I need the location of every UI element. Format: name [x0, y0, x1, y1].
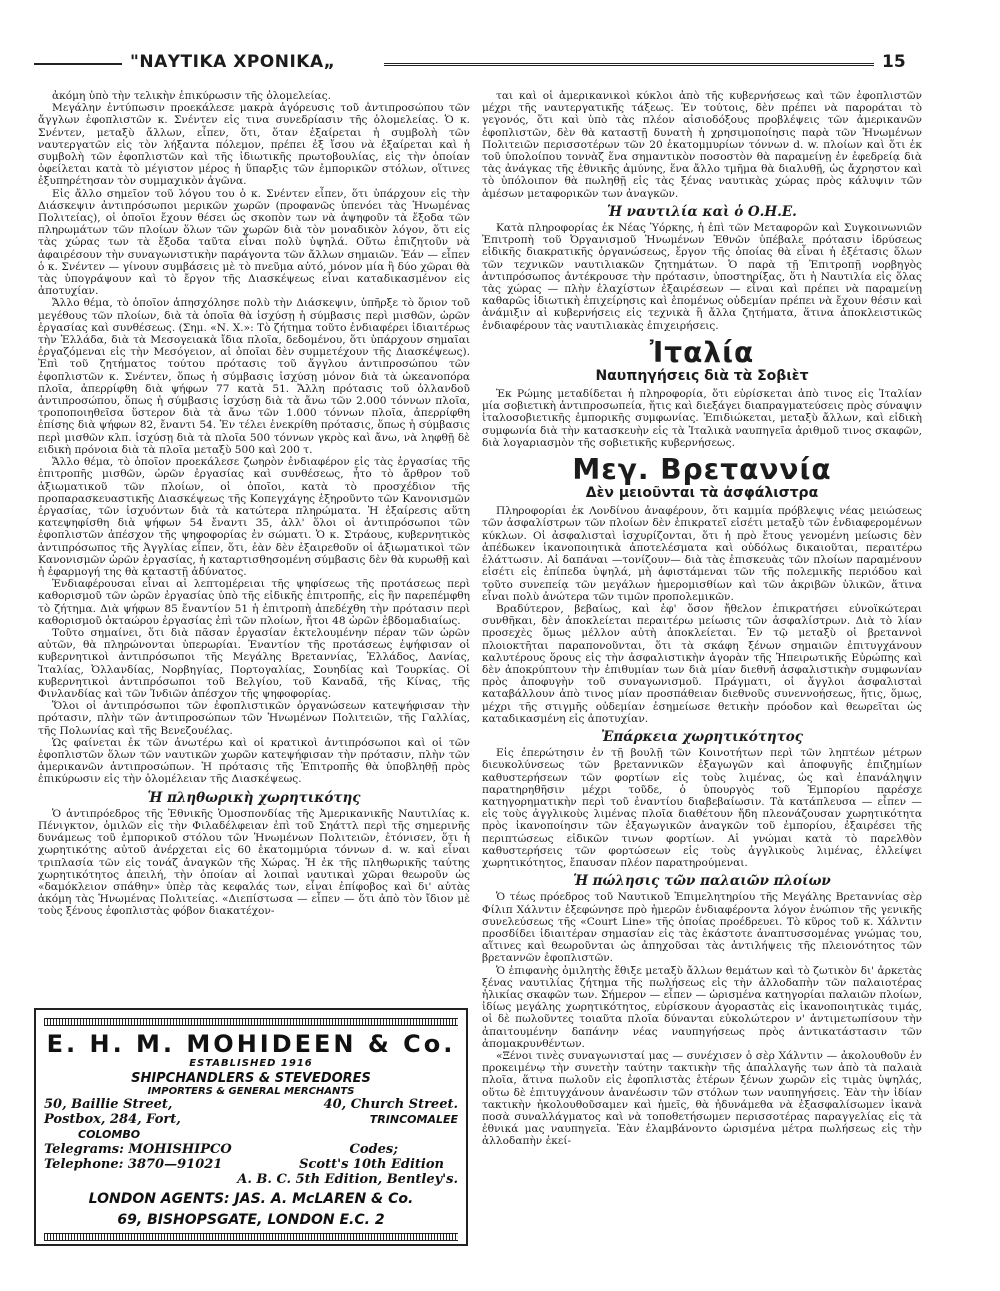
article-paragraph: Τοῦτο σημαίνει, ὅτι διὰ πᾶσαν ἐργασίαν ἐκτελουμένην πέραν τῶν ὡρῶν αὐτῶν, θὰ πληρώνονται ὑπερωρίαι. Ἐναντίον τῆς προτάσεως ἐψήφισαν οἱ κυβερνητικοὶ ἀντιπρόσωποι τῆς Μεγάλης Βρεταννίας, Ἑλλάδος, Δανίας, Ἰταλίας, Ὀλλανδίας, Νορβηγίας, Πορτογαλίας, Σουηδίας καὶ Τουρκίας. Οἱ κυβερνητικοὶ ἀντιπρόσωποι τοῦ Βελγίου, τοῦ Καναδᾶ, τῆς Κίνας, τῆς Φινλανδίας καὶ τῶν Ἰνδιῶν ἀπέσχον τῆς ψηφοφορίας.	[38, 626, 470, 700]
ad-scotts-code: Scott's 10th Edition	[299, 1157, 444, 1172]
article-paragraph: ται καὶ οἱ ἀμερικανικοὶ κύκλοι ἀπὸ τῆς κυβερνήσεως καὶ τῶν ἐφοπλιστῶν μέχρι τῆς ναυτεργατικῆς τάξεως. Ἐν τούτοις, δὲν πρέπει νὰ παροράται τὸ γεγονός, ὅτι καὶ ὑπὸ τὰς πλέον αἰσιοδόξους προβλέψεις τῶν ἀμερικανῶν ἐφοπλιστῶν, δὲν θὰ καταστῇ δυνατὴ ἡ χρησιμοποίησις παρὰ τῶν Ἡνωμένων Πολιτειῶν περισσοτέρων τῶν 20 ἑκατομμυρίων τόννων d. w. πλοίων καὶ ὅτι ἐκ τοῦ ὑπολοίπου τοννὰζ ἕνα σημαντικὸν ποσοστὸν θὰ παραμείνῃ ἐν ἐφεδρείᾳ διὰ τὰς ἀνάγκας τῆς ἐθνικῆς ἀμύνης, ἕνα ἄλλο τμῆμα θὰ διαλυθῇ, ὡς ἄχρηστον καὶ τὸ ὑπόλοιπον θὰ πωληθῇ εἰς τὰς ξένας ναυτικὰς χώρας πρὸς κάλυψιν τῶν ἀμέσων μεταφορικῶν των ἀναγκῶν.	[482, 90, 922, 200]
article-paragraph: Ὁ ἐπιφανὴς ὁμιλητὴς ἔθιξε μεταξὺ ἄλλων θεμάτων καὶ τὸ ζωτικὸν δι' ἀρκετὰς ξένας ναυτιλίας ζήτημα τῆς πωλήσεως εἰς τὴν ἀλλοδαπὴν τῶν παλαιοτέρας ἡλικίας σκαφῶν των. Σήμερον — εἶπεν — ὡρισμένα κατηγορίαι παλαιῶν πλοίων, ἰδίως μεγάλης χωρητικότητος, εὑρίσκουν ἀγοραστὰς εἰς ἱκανοποιητικὰς τιμάς, οἱ δὲ πωλοῦντες τοιαῦτα πλοῖα δύνανται εὐκολώτερον ν' ἀντιμετωπίσουν τὴν ἀπαιτουμένην δαπάνην νέας ναυπηγήσεως πρὸς ἀντικατάστασιν τῶν ἀπομακρυνθέντων.	[482, 964, 923, 1050]
ad-town-colombo: COLOMBO	[78, 1128, 141, 1141]
article-paragraph: Ὁ τέως πρόεδρος τοῦ Ναυτικοῦ Ἐπιμελητηρίου τῆς Μεγάλης Βρεταννίας σὲρ Φίλιπ Χάλντιν ἐξεφώνησε πρὸ ἡμερῶν ἐνδιαφέροντα λόγον ἐνώπιον τῆς γενικῆς συνελεύσεως τῆς «Court Line» τῆς ὁποίας προέδρευει. Τὸ κῦρος τοῦ κ. Χάλντιν προσδίδει ἰδιαιτέραν σημασίαν εἰς τὰς ἑκάστοτε ἀναπτυσσομένας γνώμας του, αἵτινες καὶ θεωροῦνται ὡς ἀπηχοῦσαι τὰς ἀντιλήψεις τῆς πλειονότητος τῶν βρεταννῶν ἐφοπλιστῶν.	[482, 891, 922, 965]
subheading-britain: Δὲν μειοῦνται τὰ ἀσφάλιστρα	[585, 485, 819, 502]
ad-telephone: Telephone: 3870—91021	[44, 1157, 223, 1172]
page-header	[34, 52, 934, 76]
article-paragraph: Ὡς φαίνεται ἐκ τῶν ἀνωτέρω καὶ οἱ κρατικοὶ ἀντιπρόσωποι καὶ οἱ τῶν ἐφοπλιστῶν ὅλων τῶν ναυτικῶν χωρῶν κατεψήφισαν τὴν πρότασιν, πλὴν τῶν ἀμερικανῶν ἀντιπροσώπων. Ἡ πρότασις τῆς Ἐπιτροπῆς θὰ ὑποβληθῇ πρὸς ἐπικύρωσιν εἰς τὴν ὁλομέλειαν τῆς Διασκέψεως.	[38, 736, 470, 786]
article-paragraph: ἀκόμη ὑπὸ τὴν τελικὴν ἐπικύρωσιν τῆς ὁλομελείας.	[52, 90, 331, 102]
ad-codes: Codes;	[349, 1142, 398, 1157]
country-heading-italy: Ἰταλία	[649, 335, 755, 369]
section-heading-tonnage: Ἡ πληθωρικὴ χωρητικότης	[147, 789, 361, 806]
ad-established: ESTABLISHED 1916	[189, 1058, 313, 1069]
ad-border-rule	[44, 1233, 458, 1241]
article-paragraph: Εἰς ἄλλο σημεῖον τοῦ λόγου του ὁ κ. Σνέντεν εἶπεν, ὅτι ὑπάρχουν εἰς τὴν Διάσκεψιν ἀντιπρόσωποι μερικῶν χωρῶν (προφανῶς ὑπενόει τὰς Ἡνωμένας Πολιτείας), οἱ ὁποῖοι ἔχουν θέσει ὡς σκοπὸν των νὰ ἀψηφοῦν τὰ ἔξοδα τῶν πληρωμάτων τῶν πλοίων ὅλων τῶν χωρῶν διὰ τὸν μοναδικὸν λόγον, ὅτι εἰς τὰς χώρας των τὰ ἔξοδα ταῦτα εἶναι πολὺ ὑψηλά. Οὕτω ἐπιζητοῦν νὰ ἀφαιρέσουν τὴν συναγωνιστικὴν παράγοντα τῶν ἄλλων σημαιῶν. Ἐάν — εἶπεν ὁ κ. Σνέντεν — γίνουν συμβάσεις μὲ τὸ πνεῦμα αὐτό, μόνον μία ἢ δύο χῶραι θὰ τὰς ὑπογράψουν καὶ τὸ ἔργον τῆς Διασκέψεως εἶναι καταδικασμένον εἰς ἀποτυχίαν.	[38, 187, 470, 298]
ad-address-trincomalee: 40, Church Street.	[323, 1097, 458, 1112]
left-column	[38, 90, 470, 918]
ad-abc-code: A. B. C. 5th Edition, Bentley's.	[237, 1172, 458, 1187]
subheading-italy: Ναυπηγήσεις διὰ τὰ Σοβιὲτ	[595, 367, 809, 384]
article-paragraph: Μεγάλην ἐντύπωσιν προεκάλεσε μακρὰ ἀγόρευσις τοῦ ἀντιπροσώπου τῶν ἄγγλων ἐφοπλιστῶν κ. Σνέντεν εἰς τινα συνεδρίασιν τῆς ὁλομελείας. Ὁ κ. Σνέντεν, μεταξὺ ἄλλων, εἶπεν, ὅτι, ὅταν ἐξαίρεται ἡ συμβολὴ τῶν ναυτεργατῶν εἰς τὸν λήξαντα πόλεμον, πρέπει ἐξ ἴσου νὰ ἐξαίρεται καὶ ἡ συμβολὴ τῶν ἐφοπλιστῶν καὶ τῆς ἰδιωτικῆς πρωτοβουλίας, εἰς τὴν ὁποίαν ὀφείλεται κατὰ τὸ μέγιστον μέρος ἡ ὕπαρξις τῶν ἐμπορικῶν στόλων, οἵτινες ἐξυπηρέτησαν τὸν συμμαχικὸν ἀγῶνα.	[38, 102, 470, 188]
advertisement-mohideen	[34, 1008, 468, 1246]
country-heading-britain: Μεγ. Βρεταννία	[572, 453, 832, 487]
article-paragraph: Ὅλοι οἱ ἀντιπρόσωποι τῶν ἐφοπλιστικῶν ὀργανώσεων κατεψήφισαν τὴν πρότασιν, πλὴν τῶν ἀντιπροσώπων τῶν Ἡνωμένων Πολιτειῶν, τῆς Γαλλίας, τῆς Πολωνίας καὶ τῆς Βενεζουέλας.	[38, 700, 470, 737]
header-rule-right	[384, 63, 874, 66]
ad-town-trincomalee: TRINCOMALEE	[369, 1113, 458, 1126]
ad-address-colombo: 50, Baillie Street,	[44, 1097, 173, 1112]
ad-contact-row	[44, 1172, 458, 1187]
ad-company-name: E. H. M. MOHIDEEN & Co.	[46, 1030, 456, 1058]
article-paragraph: Πληροφορίαι ἐκ Λονδίνου ἀναφέρουν, ὅτι καμμία πρόβλεψις νέας μειώσεως τῶν ἀσφαλίστρων τῶν πλοίων δὲν ἐπικρατεῖ εἰσέτι μεταξὺ τῶν ἐνδιαφερομένων κύκλων. Οἱ ἀσφαλισταὶ ἰσχυρίζονται, ὅτι ἡ πρὸ ἔτους γενομένη μείωσις δὲν ἀπέδωκεν ἱκανοποιητικὰ ἀποτελέσματα καὶ οὐδόλως δικαιοῦται, περαιτέρω ἐλάττωσιν. Αἱ δαπάναι —τονίζουν— διὰ τὰς ἐπισκευὰς τῶν πλοίων παραμένουν εἰσέτι εἰς ἐπίπεδα ὑψηλά, μὴ ἀφιστάμεναι τῶν τῆς πολεμικῆς περιόδου καὶ τοῦτο συνεπείᾳ τῶν μεγάλων ἡμερομισθίων καὶ τῶν ἀκριβῶν ὑλικῶν, ἅτινα εἶναι πολὺ ἀνώτερα τῶν τιμῶν προπολεμικῶν.	[482, 505, 922, 603]
section-heading-uno: Ἡ ναυτιλία καὶ ὁ Ο.Η.Ε.	[607, 203, 797, 220]
article-paragraph: Κατὰ πληροφορίας ἐκ Νέας Ὑόρκης, ἡ ἐπὶ τῶν Μεταφορῶν καὶ Συγκοινωνιῶν Ἐπιτροπὴ τοῦ Ὀργανισμοῦ Ἡνωμένων Ἐθνῶν ὑπέβαλε πρότασιν ἱδρύσεως εἰδικῆς διακρατικῆς ὀργανώσεως, ἔργον τῆς ὁποίας θὰ εἶναι ἡ ἐξέτασις ὅλων τῶν τεχνικῶν ναυτιλιακῶν ζητημάτων. Ὁ παρὰ τῇ Ἐπιτροπῇ νορβηγὸς ἀντιπρόσωπος ἀντέκρουσε τὴν πρότασιν, ὑποστηρίξας, ὅτι ἡ Ναυτιλία εἰς ὅλας τὰς χώρας — πλὴν ἐλαχίστων ἐξαιρέσεων — εἶναι καὶ πρέπει νὰ παραμείνῃ καθαρῶς ἰδιωτικὴ ἐπιχείρησις καὶ ἑπομένως οὐδεμίαν πρέπει νὰ ἔχουν θέσιν καὶ ἀνάμιξιν αἱ κυβερνήσεις εἰς τεχνικὰ ἢ ἄλλα ζητήματα, ἅτινα ἀποκλειστικῶς ἐνδιαφέρουν τὰς ναυτιλιακὰς ἐπιχειρήσεις.	[482, 222, 922, 332]
ad-border-rule	[44, 1018, 458, 1026]
article-paragraph: Ὁ ἀντιπρόεδρος τῆς Ἐθνικῆς Ὁμοσπονδίας τῆς Ἀμερικανικῆς Ναυτιλίας κ. Πένιγκτον, ὁμιλῶν εἰς τὴν Φιλαδέλφειαν ἐπὶ τοῦ Σηάττλ περὶ τῆς σημερινῆς δυνάμεως τοῦ ἐμπορικοῦ στόλου τῶν Ἡνωμένων Πολιτειῶν, ἐτόνισεν, ὅτι ἡ χωρητικότης αὐτοῦ ἀνέρχεται εἰς 60 ἑκατομμύρια τόννων d. w. καὶ εἶναι τριπλασία τῶν εἰς τονάζ ἀναγκῶν τῆς Χώρας. Ἡ ἐκ τῆς πληθωρικῆς ταύτης χωρητικότητος ἀπειλή, τὴν ὁποίαν αἱ λοιπαὶ ναυτικαὶ χῶραι θεωροῦν ὡς «δαμόκλειον σπάθην» ὑπὲρ τὰς κεφαλάς των, εἶναι ἐπίφοβος καὶ δι' αὐτὰς ἀκόμη τὰς Ἡνωμένας Πολιτείας. «Διεπίστωσα — εἶπεν — ὅτι ἀπὸ τὸν ἴδιον μὲ τοὺς ξένους ἐφοπλιστὰς φόβον διακατέχον-	[38, 807, 470, 918]
ad-business-line: SHIPCHANDLERS & STEVEDORES	[131, 1071, 371, 1086]
ad-subline: IMPORTERS & GENERAL MERCHANTS	[147, 1086, 355, 1097]
section-heading-old-ships: Ἡ πώλησις τῶν παλαιῶν πλοίων	[573, 873, 831, 890]
ad-london-agents: LONDON AGENTS: JAS. A. McLAREN & Co.	[88, 1191, 414, 1207]
right-column	[482, 90, 922, 1148]
ad-contact-row	[44, 1142, 458, 1157]
page-number: 15	[882, 52, 906, 72]
ad-contact-row	[44, 1157, 458, 1172]
article-paragraph: Ἐνδιαφέρουσαι εἶναι αἱ λεπτομέρειαι τῆς ψηφίσεως τῆς προτάσεως περὶ καθορισμοῦ τῶν ὡρῶν ἐργασίας ὑπὸ τῆς εἰδικῆς ἐπιτροπῆς, εἰς ἣν παρεπέμφθη τὸ ζήτημα. Διὰ ψήφων 85 ἔναντίον 51 ἡ ἐπιτροπὴ ἀπεδέχθη τὴν πρότασιν περὶ καθορισμοῦ ὀκταώρου ἐργασίας ἐπὶ τῶν πλοίων, ἤτοι 48 ὡρῶν ἑβδομαδιαίως.	[38, 578, 470, 627]
article-paragraph: Βραδύτερον, βεβαίως, καὶ ἐφ' ὅσον ἤθελον ἐπικρατήσει εὐνοϊκώτεραι συνθῆκαι, δὲν ἀποκλείεται περαιτέρω μείωσις τῶν ἀσφαλίστρων. Διὰ τὸ λίαν προσεχὲς ὅμως μέλλον αὐτὴ ἀποκλείεται. Ἐν τῷ μεταξὺ οἱ βρεταννοὶ πλοιοκτῆται παραπονοῦνται, ὅτι τὰ σκάφη ξένων σημαιῶν ἐπιτυγχάνουν καλυτέρους ὅρους εἰς τὴν ἀσφαλιστικὴν ἀγορὰν τῆς Ἠπειρωτικῆς Εὐρώπης καὶ δὲν ἀποκρύπτουν τὴν ἐπιθυμίαν των διὰ μίαν διεθνῆ ἀσφαλιστικὴν συμφωνίαν πρὸς ἀποφυγὴν τοῦ συναγωνισμοῦ. Πράγματι, οἱ ἄγγλοι ἀσφαλισταὶ καταβάλλουν ἀπὸ τινος μίαν προσπάθειαν διεθνοῦς συνεννοήσεως, ἥτις, ὅμως, μέχρι τῆς στιγμῆς οὐδεμίαν ἐσημείωσε θετικὴν πρόοδον καὶ θεωρεῖται ὡς καταδικασμένη εἰς ἀποτυχίαν.	[482, 602, 922, 725]
article-paragraph: Εἰς ἐπερώτησιν ἐν τῇ βουλῇ τῶν Κοινοτήτων περὶ τῶν ληπτέων μέτρων διευκολύνσεως τῶν βρεταννικῶν ἐξαγωγῶν καὶ ἀποφυγῆς ἐπιζημίων καθυστερήσεων τῶν φορτίων εἰς τοὺς λιμένας, ὡς καὶ ἐπανάληψιν παρατηρηθῆσιν μέχρι τοῦδε, ὁ ὑπουργὸς τοῦ Ἐμπορίου παρέσχε κατηγορηματικὴν περὶ τοῦ ἐναντίου διαβεβαίωσιν. Τὰ κατάπλευσα — εἶπεν — εἰς τοὺς ἀγγλικοὺς λιμένας πλοῖα διαθέτουν ἤδη πλεονάζουσαν χωρητικότητα πρὸς ἱκανοποίησιν τῶν ἐξαγωγικῶν ἀναγκῶν τοῦ ἐμπορίου, ἐξαιρέσει τῆς περιπτώσεως εἰδικῶν τινων φορτίων. Αἱ γνώμαι κατὰ τὸ παρελθὸν καθυστερήσεις τῶν φορτώσεων εἰς τοὺς ἀγγλικοὺς λιμένας, ἐλλείψει χωρητικότητος, ἔπαυσαν πλέον παρατηρούμεναι.	[482, 747, 922, 869]
article-paragraph: Ἐκ Ρώμης μεταδίδεται ἡ πληροφορία, ὅτι εὑρίσκεται ἀπὸ τινος εἰς Ἰταλίαν μία σοβιετικὴ ἀντιπροσωπεία, ἥτις καὶ διεξάγει διαπραγματεύσεις πρὸς σύναψιν ἰταλοσοβιετικῆς ἐμπορικῆς συμφωνίας. Ἐπιδιώκεται, μεταξὺ ἄλλων, καὶ εἰδικὴ συμφωνία διὰ τὴν κατασκευὴν εἰς τὰ Ἰταλικὰ ναυπηγεῖα ἀριθμοῦ τινος σκαφῶν, διὰ λογαριασμὸν τῆς σοβιετικῆς κυβερνήσεως.	[482, 388, 922, 449]
article-paragraph: «Ξένοι τινὲς συναγωνισταί μας — συνέχισεν ὁ σὲρ Χάλντιν — ἀκολουθοῦν ἐν προκειμένῳ τὴν συνετὴν ταύτην τακτικὴν τῆς ἀπαλλαγῆς των ἀπὸ τὰ παλαιὰ πλοῖα, ἅτινα πωλοῦν εἰς ἐφοπλιστὰς ἑτέρων ξένων χωρῶν εἰς τιμὰς ὑψηλάς, οὕτω δὲ ἐπιτυγχάνουν ἀνανέωσιν τῶν στόλων των ναυπηγήσεις. Ἐὰν τὴν ἰδίαν τακτικὴν ἠκολουθοῦσαμεν καὶ ἡμεῖς, θὰ ἠδυνάμεθα νὰ ἐξασφαλίσωμεν ἱκανὰ ποσὰ συναλλάγματος καὶ νὰ τοποθετήσωμεν περισσοτέρας παραγγελίας εἰς τὰ ἐθνικά μας ναυπηγεῖα. Ἐὰν ἐλαμβάνοντο ὡρισμένα μέτρα πωλήσεως εἰς τὴν ἀλλοδαπὴν ἐκεί-	[482, 1050, 922, 1148]
ad-address-row	[44, 1097, 458, 1112]
ad-town-row	[44, 1127, 458, 1142]
publication-title: "ΝΑΥΤΙΚΑ ΧΡΟΝΙΚΑ„	[130, 52, 336, 72]
section-heading-sufficiency: Ἐπάρκεια χωρητικότητος	[600, 728, 804, 745]
header-rule-left	[34, 63, 122, 65]
article-paragraph: Ἄλλο θέμα, τὸ ὁποῖον ἀπησχόλησε πολὺ τὴν Διάσκεψιν, ὑπῆρξε τὸ ὅριον τοῦ μεγέθους τῶν πλοίων, διὰ τὰ ὁποῖα θὰ ἰσχύσῃ ἡ σύμβασις περὶ μισθῶν, ὡρῶν ἐργασίας καὶ συνθέσεως. (Σημ. «Ν. Χ.»: Τὸ ζήτημα τοῦτο ἐνδιαφέρει ἰδιαιτέρως τὴν Ἑλλάδα, διὰ τὰ Μεσογειακὰ ἴδια πλοῖα, δεδομένου, ὅτι ὑπάρχουν σημαῖαι ἐργαζόμεναι εἰς τὴν Μεσόγειον, αἱ ὁποῖαι δὲν συμμετέχουν τῆς Διασκέψεως). Ἐπὶ τοῦ ζητήματος τούτου πρότασις τοῦ ἄγγλου ἀντιπροσώπου τῶν ἐφοπλιστῶν κ. Σνέντεν, ὅπως ἡ σύμβασις ἰσχύσῃ μόνον διὰ τὰ ὠκεανοπόρα πλοῖα, ἀπερρίφθη διὰ ψήφων 77 κατὰ 51. Ἄλλη πρότασις τοῦ ὀλλανδοῦ ἀντιπροσώπου, ὅπως ἡ σύμβασις ἰσχύσῃ διὰ τὰ ἄνω τῶν 2.000 τόννων πλοῖα, τροποποιηθεῖσα ὕστερον διὰ τὰ ἄνω τῶν 1.000 τόννων πλοῖα, ἀπερρίφθη ἐπίσης διὰ ψήφων 82, ἔναντι 54. Ἐν τέλει ἐνεκρίθη πρότασις, ὅπως ἡ σύμβασις περὶ μισθῶν κλπ. ἰσχύσῃ διὰ τὰ πλοῖα 500 τόννων γκρὸς καὶ ἄνω, νὰ ληφθῇ δὲ ειδικὴ πρόνοια διὰ τὰ πλοῖα μεταξὺ 500 καὶ 200 τ.	[38, 297, 470, 456]
ad-london-address: 69, BISHOPSGATE, LONDON E.C. 2	[117, 1212, 385, 1228]
ad-address-row	[44, 1112, 458, 1127]
article-paragraph: Ἄλλο θέμα, τὸ ὁποῖον προεκάλεσε ζωηρὸν ἐνδιαφέρον εἰς τὰς ἐργασίας τῆς ἐπιτροπῆς μισθῶν, ὡρῶν ἐργασίας καὶ συνθέσεως, ἦτο τὸ ἄρθρον τοῦ ἀξιωματικοῦ τῶν πλοίων, οἱ ὁποῖοι, κατὰ τὸ προσχέδιον τῆς προπαρασκευαστικῆς Διασκέψεως τῆς Κοπεγχάγης ἐξηροῦντο τῶν Κανονισμῶν ἐργασίας, τῶν ἰσχυόντων διὰ τὰ κατώτερα πληρώματα. Ἡ ἐξαίρεσις αὕτη κατεψηφίσθη διὰ ψήφων 54 ἔναντι 35, ἀλλ' ὅλοι οἱ ἀντιπρόσωποι τῶν ἐφοπλιστῶν ἀπέσχον τῆς ψηφοφορίας ἐν σώματι. Ὁ κ. Στράους, κυβερνητικὸς ἀντιπρόσωπος τῆς Ἀγγλίας εἶπεν, ὅτι, ἐὰν δὲν ἐξαιρεθοῦν οἱ ἀξιωματικοὶ τῶν Κανονισμῶν ὡρῶν ἐργασίας, ἡ καταρτισθησομένη σύμβασις δὲν θὰ κυρωθῇ καὶ ἡ ἐφαρμογή της θὰ καταστῇ ἀδύνατος.	[38, 456, 470, 578]
ad-postbox: Postbox, 284, Fort,	[44, 1112, 181, 1127]
ad-telegrams: Telegrams: MOHISHIPCO	[44, 1142, 232, 1157]
